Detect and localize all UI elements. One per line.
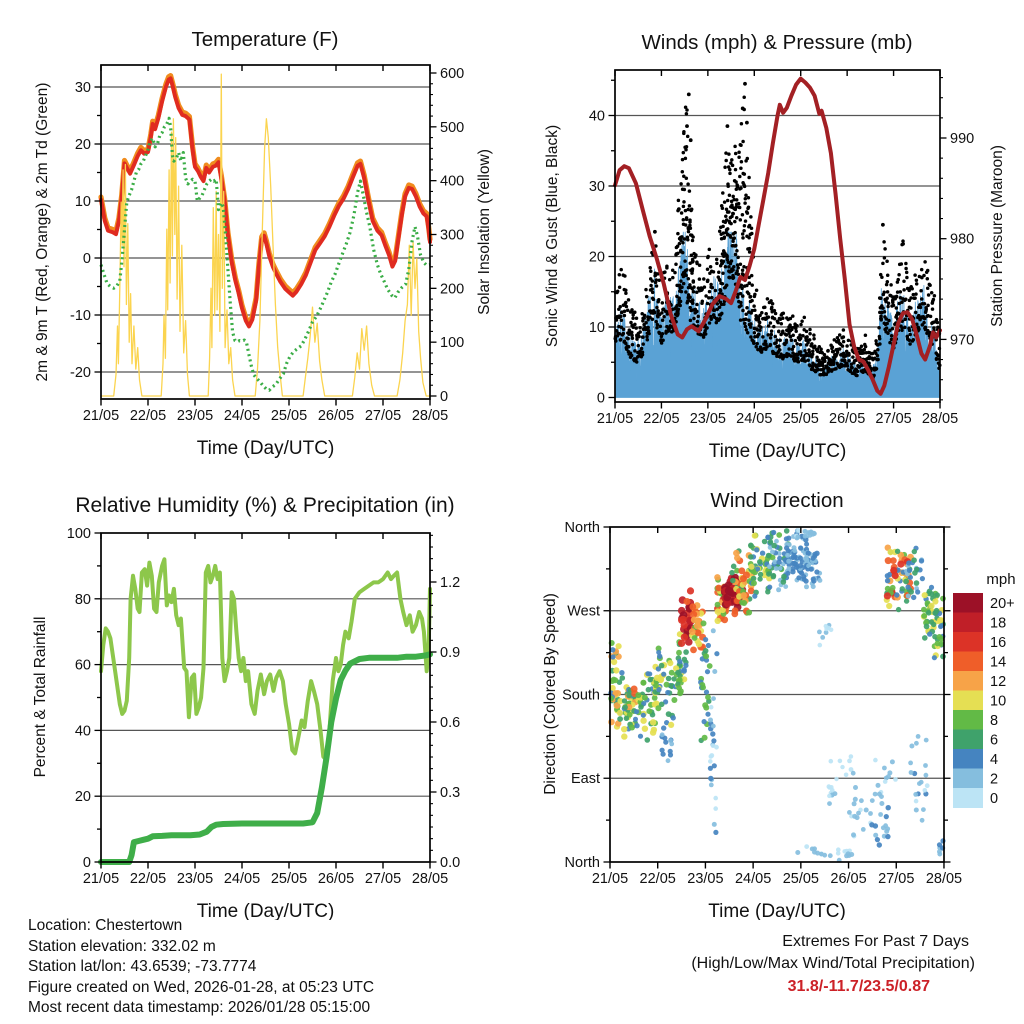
figure-created: Figure created on Wed, 2026-01-28, at 05:23 UTC bbox=[28, 978, 375, 996]
svg-text:25/05: 25/05 bbox=[270, 871, 308, 887]
svg-text:Station Pressure (Maroon): Station Pressure (Maroon) bbox=[989, 145, 1006, 327]
svg-text:0.6: 0.6 bbox=[440, 715, 461, 732]
svg-text:23/05: 23/05 bbox=[687, 871, 724, 887]
svg-text:28/05: 28/05 bbox=[411, 408, 449, 424]
svg-text:25/05: 25/05 bbox=[270, 408, 308, 424]
station-latlon: Station lat/lon: 43.6539; -73.7774 bbox=[28, 958, 257, 976]
svg-text:80: 80 bbox=[74, 591, 91, 608]
svg-text:Direction (Colored By Speed): Direction (Colored By Speed) bbox=[542, 593, 559, 795]
svg-text:26/05: 26/05 bbox=[829, 411, 866, 427]
svg-text:600: 600 bbox=[440, 66, 465, 83]
svg-text:500: 500 bbox=[440, 119, 465, 136]
svg-text:Percent & Total Rainfall: Percent & Total Rainfall bbox=[32, 616, 49, 778]
svg-text:30: 30 bbox=[74, 80, 91, 96]
svg-text:0.0: 0.0 bbox=[440, 855, 461, 871]
svg-text:14: 14 bbox=[990, 654, 1007, 671]
svg-text:0: 0 bbox=[990, 790, 999, 807]
svg-text:0.9: 0.9 bbox=[440, 645, 461, 662]
svg-text:Time (Day/UTC): Time (Day/UTC) bbox=[708, 441, 847, 462]
svg-text:23/05: 23/05 bbox=[176, 871, 214, 887]
svg-text:22/05: 22/05 bbox=[639, 871, 676, 887]
svg-text:1.2: 1.2 bbox=[440, 575, 461, 592]
svg-text:24/05: 24/05 bbox=[223, 408, 261, 424]
svg-text:970: 970 bbox=[950, 332, 975, 349]
svg-text:Time (Day/UTC): Time (Day/UTC) bbox=[708, 901, 846, 920]
svg-text:0: 0 bbox=[82, 855, 91, 871]
svg-text:12: 12 bbox=[990, 673, 1007, 690]
svg-text:30: 30 bbox=[588, 179, 605, 195]
svg-text:24/05: 24/05 bbox=[223, 871, 261, 887]
svg-text:27/05: 27/05 bbox=[878, 871, 915, 887]
extremes-title: Extremes For Past 7 Days bbox=[782, 933, 969, 950]
svg-text:0: 0 bbox=[440, 389, 449, 405]
svg-text:Winds (mph) & Pressure (mb): Winds (mph) & Pressure (mb) bbox=[641, 31, 913, 54]
svg-text:100: 100 bbox=[66, 526, 91, 542]
svg-text:mph: mph bbox=[986, 571, 1016, 588]
svg-text:0: 0 bbox=[596, 390, 605, 407]
extremes-values: 31.8/-11.7/23.5/0.87 bbox=[787, 978, 930, 995]
svg-text:22/05: 22/05 bbox=[129, 871, 167, 887]
svg-text:22/05: 22/05 bbox=[129, 408, 167, 424]
svg-text:16: 16 bbox=[990, 634, 1007, 651]
svg-text:60: 60 bbox=[74, 657, 91, 674]
svg-text:26/05: 26/05 bbox=[317, 871, 355, 887]
svg-text:28/05: 28/05 bbox=[411, 871, 449, 887]
station-location: Location: Chestertown bbox=[28, 917, 183, 934]
svg-text:28/05: 28/05 bbox=[921, 411, 959, 427]
svg-text:10: 10 bbox=[588, 320, 605, 336]
svg-text:-10: -10 bbox=[70, 308, 91, 324]
svg-text:Wind Direction: Wind Direction bbox=[710, 489, 844, 512]
svg-text:0: 0 bbox=[82, 251, 91, 267]
svg-text:Time (Day/UTC): Time (Day/UTC) bbox=[196, 438, 335, 459]
svg-text:Time (Day/UTC): Time (Day/UTC) bbox=[196, 901, 335, 920]
svg-text:2: 2 bbox=[990, 771, 999, 788]
svg-text:South: South bbox=[562, 687, 600, 704]
svg-text:20: 20 bbox=[74, 789, 91, 806]
svg-text:200: 200 bbox=[440, 281, 465, 298]
svg-text:300: 300 bbox=[440, 227, 465, 244]
svg-text:40: 40 bbox=[74, 723, 91, 740]
svg-text:18: 18 bbox=[990, 615, 1007, 632]
svg-text:20: 20 bbox=[588, 249, 605, 266]
data-timestamp: Most recent data timestamp: 2026/01/28 05:15:00 bbox=[28, 999, 371, 1017]
svg-text:21/05: 21/05 bbox=[596, 411, 634, 427]
svg-text:26/05: 26/05 bbox=[830, 871, 867, 887]
svg-text:20: 20 bbox=[74, 137, 91, 153]
svg-text:400: 400 bbox=[440, 173, 465, 190]
svg-text:21/05: 21/05 bbox=[591, 871, 629, 887]
svg-text:100: 100 bbox=[440, 335, 465, 352]
wind-direction-chart bbox=[512, 480, 1024, 920]
svg-text:24/05: 24/05 bbox=[734, 871, 772, 887]
svg-text:Sonic Wind & Gust (Blue, Black: Sonic Wind & Gust (Blue, Black) bbox=[544, 124, 561, 348]
svg-text:28/05: 28/05 bbox=[925, 871, 963, 887]
svg-text:North: North bbox=[564, 855, 600, 871]
winds-pressure-chart bbox=[512, 0, 1024, 480]
svg-text:Relative Humidity (%) & Precip: Relative Humidity (%) & Precipitation (in) bbox=[75, 494, 455, 517]
svg-text:10: 10 bbox=[990, 693, 1007, 710]
station-info bbox=[28, 916, 374, 1019]
svg-text:Solar Insolation (Yellow): Solar Insolation (Yellow) bbox=[476, 149, 493, 315]
svg-text:West: West bbox=[567, 603, 600, 620]
svg-text:-20: -20 bbox=[70, 365, 91, 381]
svg-text:27/05: 27/05 bbox=[364, 871, 402, 887]
svg-text:25/05: 25/05 bbox=[782, 411, 819, 427]
svg-text:0.3: 0.3 bbox=[440, 785, 461, 802]
svg-text:20+: 20+ bbox=[990, 595, 1015, 612]
svg-text:4: 4 bbox=[990, 751, 999, 768]
svg-text:22/05: 22/05 bbox=[643, 411, 680, 427]
svg-text:27/05: 27/05 bbox=[875, 411, 912, 427]
svg-text:North: North bbox=[564, 519, 600, 536]
svg-text:40: 40 bbox=[588, 108, 605, 125]
svg-text:2m & 9m T (Red, Orange) & 2m T: 2m & 9m T (Red, Orange) & 2m Td (Green) bbox=[34, 82, 51, 382]
svg-text:23/05: 23/05 bbox=[689, 411, 727, 427]
temperature-chart bbox=[0, 0, 512, 480]
humidity-precip-chart bbox=[0, 480, 512, 920]
svg-text:6: 6 bbox=[990, 732, 999, 749]
svg-text:Temperature (F): Temperature (F) bbox=[191, 28, 339, 51]
svg-text:26/05: 26/05 bbox=[317, 408, 355, 424]
svg-text:21/05: 21/05 bbox=[82, 408, 120, 424]
svg-text:24/05: 24/05 bbox=[736, 411, 773, 427]
svg-text:21/05: 21/05 bbox=[82, 871, 120, 887]
svg-text:8: 8 bbox=[990, 712, 999, 729]
svg-text:East: East bbox=[570, 771, 600, 788]
extremes-subtitle: (High/Low/Max Wind/Total Precipitation) bbox=[691, 955, 975, 972]
svg-text:27/05: 27/05 bbox=[364, 408, 402, 424]
svg-text:23/05: 23/05 bbox=[176, 408, 214, 424]
svg-text:980: 980 bbox=[950, 231, 975, 248]
svg-text:990: 990 bbox=[950, 131, 975, 147]
svg-text:10: 10 bbox=[74, 194, 91, 210]
svg-text:25/05: 25/05 bbox=[782, 871, 819, 887]
station-elevation: Station elevation: 332.02 m bbox=[28, 937, 216, 955]
